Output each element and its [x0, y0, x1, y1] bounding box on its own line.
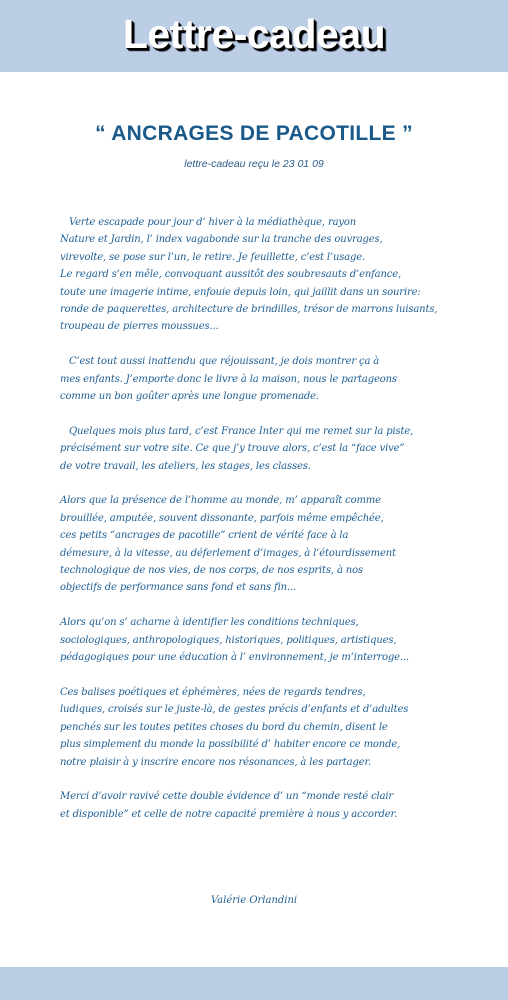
- letter-paragraph: [60, 353, 490, 405]
- letter-subtitle: lettre-cadeau reçu le 23 01 09: [184, 158, 324, 170]
- letter-line: penchés sur les toutes petites choses du bord du chemin, disent le: [60, 721, 388, 733]
- letter-paragraph: [60, 423, 490, 475]
- header-title: Lettre-cadeau: [122, 11, 386, 57]
- letter-line: précisément sur votre site. Ce que j’y trouve alors, c’est la “face vive”: [60, 443, 405, 455]
- letter-line: de votre travail, les ateliers, les stages, les classes.: [60, 460, 311, 472]
- letter-line: et disponible” et celle de notre capacité première à nous y accorder.: [60, 808, 398, 820]
- letter-line: virevolte, se pose sur l’un, le retire. Je feuillette, c’est l’usage.: [60, 251, 366, 263]
- letter-line: Ces balises poétiques et éphémères, nées de regards tendres,: [60, 686, 366, 698]
- letter-line: toute une imagerie intime, enfouie depuis loin, qui jaillit dans un sourire:: [60, 286, 421, 298]
- letter-line: ludiques, croisés sur le juste-là, de gestes précis d’enfants et d’adultes: [60, 704, 409, 716]
- letter-body: [60, 214, 490, 841]
- letter-line: troupeau de pierres moussues...: [60, 321, 219, 333]
- letter-title: “ ANCRAGES DE PACOTILLE ”: [95, 122, 413, 145]
- letter-paragraph: [60, 492, 490, 596]
- letter-paragraph: [60, 684, 490, 771]
- letter-line: objectifs de performance sans fond et sans fin...: [60, 582, 297, 594]
- letter-paragraph: [60, 614, 490, 666]
- letter-line: Verte escapade pour jour d’ hiver à la médiathèque, rayon: [69, 217, 357, 228]
- letter-line: technologique de nos vies, de nos corps, de nos esprits, à nos: [60, 565, 363, 577]
- letter-line: ronde de paquerettes, architecture de brindilles, trésor de marrons luisants,: [60, 304, 438, 316]
- letter-paragraph: [60, 214, 490, 336]
- letter-line: plus simplement du monde la possibilité d’ habiter encore ce monde,: [60, 739, 401, 751]
- letter-line: Alors que la présence de l’homme au monde, m’ apparaît comme: [60, 495, 381, 507]
- letter-line: pédagogiques pour une éducation à l’ environnement, je m’interroge...: [60, 652, 409, 664]
- letter-line: comme un bon goûter après une longue promenade.: [60, 391, 319, 403]
- letter-line: C’est tout aussi inattendu que réjouissant, je dois montrer ça à: [69, 356, 380, 368]
- letter-line: mes enfants. J’emporte donc le livre à la maison, nous le partageons: [60, 373, 397, 385]
- letter-line: Merci d’avoir ravivé cette double évidence d’ un “monde resté clair: [60, 791, 394, 803]
- letter-signature: Valérie Orlandini: [210, 895, 298, 906]
- letter-line: Le regard s’en mêle, convoquant aussitôt des soubresauts d’enfance,: [60, 269, 402, 281]
- footer-band: [0, 967, 508, 1000]
- letter-paragraph: [60, 788, 490, 823]
- letter-line: Alors qu’on s’ acharne à identifier les conditions techniques,: [60, 617, 359, 629]
- letter-line: sociologiques, anthropologiques, historiques, politiques, artistiques,: [60, 634, 397, 646]
- letter-line: démesure, à la vitesse, au déferlement d’images, à l’étourdissement: [60, 547, 396, 559]
- letter-line: brouillée, amputée, souvent dissonante, parfois même empêchée,: [60, 512, 384, 524]
- letter-line: Quelques mois plus tard, c’est France Inter qui me remet sur la piste,: [69, 425, 414, 437]
- letter-line: notre plaisir à y inscrire encore nos résonances, à les partager.: [60, 756, 372, 768]
- letter-line: Nature et Jardin, l’ index vagabonde sur la tranche des ouvrages,: [60, 234, 383, 246]
- letter-line: ces petits “ancrages de pacotille” crient de vérité face à la: [60, 530, 349, 542]
